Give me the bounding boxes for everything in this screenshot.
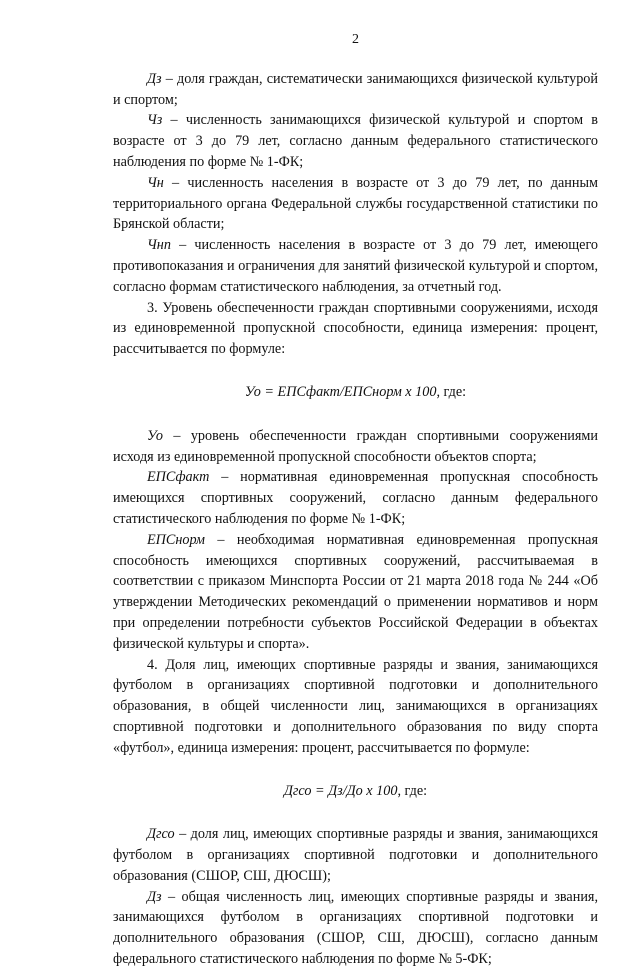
definition-term: Дз (147, 888, 162, 905)
definition (113, 467, 598, 529)
definition-text: – численность населения в возрасте от 3 до 79 лет, имеющего противопоказания и ограничения для занятий физической культурой и спортом, согласно формам статистического наблюдения, за отчетный год. (113, 237, 598, 295)
definition-term: Дз (147, 70, 162, 87)
definition-term: Дгсо (147, 826, 175, 843)
paragraph-item-3: 3. Уровень обеспеченности граждан спортивными сооружениями, исходя из единовременной пропускной способности, единица измерения: процент, рассчитывается по формуле: (113, 299, 598, 358)
definition-term: Чз (147, 112, 163, 129)
definition (113, 530, 598, 655)
formula-supply-level (113, 382, 598, 403)
definition-text: – необходимая нормативная единовременная пропускная способность имеющихся спортивных сооружений, рассчитываемая в соответствии с приказом Минспорта России от 21 марта 2018 года № 244 «Об утверждении Методических рекомендаций о применении нормативов и норм при определении потребности субъектов Российской Федерации в объектах физической культуры и спорта». (113, 531, 598, 652)
definition (113, 426, 598, 468)
definition (113, 235, 598, 297)
paragraph-item-4: 4. Доля лиц, имеющих спортивные разряды и звания, занимающихся футболом в организациях спортивной подготовки и дополнительного образования, в общей численности лиц, занимающихся в организациях спортивной подготовки и дополнительного образования по виду спорта «футбол», единица измерения: процент, рассчитывается по формуле: (113, 656, 598, 756)
definition-text: – общая численность лиц, имеющих спортивные разряды и звания, занимающихся футболом в организациях спортивной подготовки и дополнительного образования (СШОР, СШ, ДЮСШ), согласно данным федерального статистического наблюдения по форме № 5-ФК; (113, 888, 598, 968)
definition (113, 173, 598, 235)
definition-text: – численность занимающихся физической культурой и спортом в возрасте от 3 до 79 лет, согласно данным федерального статистического наблюдения по форме № 1-ФК; (113, 112, 598, 170)
definition (113, 69, 598, 111)
definition-text: – уровень обеспеченности граждан спортивными сооружениями исходя из единовременной пропускной способности объектов спорта; (113, 427, 598, 465)
definition-term: Чнп (147, 237, 171, 254)
definition-text: – нормативная единовременная пропускная способность имеющихся спортивных сооружений, согласно данным федерального статистического наблюдения по форме № 1-ФК; (113, 469, 598, 527)
formula-tail: , где: (436, 383, 467, 400)
page-number: 2 (352, 32, 359, 47)
definition-term: Уо (147, 427, 163, 444)
formula-tail: , где: (397, 782, 428, 799)
formula-football-share (113, 781, 598, 802)
definition-term: ЕПСфакт (147, 469, 210, 486)
definition-text: – численность населения в возрасте от 3 до 79 лет, по данным территориального органа Федеральной службы государственной статистики по Брянской области; (113, 174, 598, 233)
definition-text: – доля граждан, систематически занимающихся физической культурой и спортом; (113, 70, 598, 108)
definition (113, 824, 598, 886)
definition-term: ЕПСнорм (147, 531, 205, 548)
definition (113, 887, 598, 970)
definition-text: – доля лиц, имеющих спортивные разряды и звания, занимающихся футболом в организациях спортивной подготовки и дополнительного образования (СШОР, СШ, ДЮСШ); (113, 826, 598, 884)
definition (113, 110, 598, 172)
definition-term: Чн (147, 174, 164, 191)
formula-expression: Уо = ЕПСфакт/ЕПСнорм х 100 (244, 383, 437, 400)
formula-expression: Дгсо = Дз/До х 100 (283, 782, 398, 799)
